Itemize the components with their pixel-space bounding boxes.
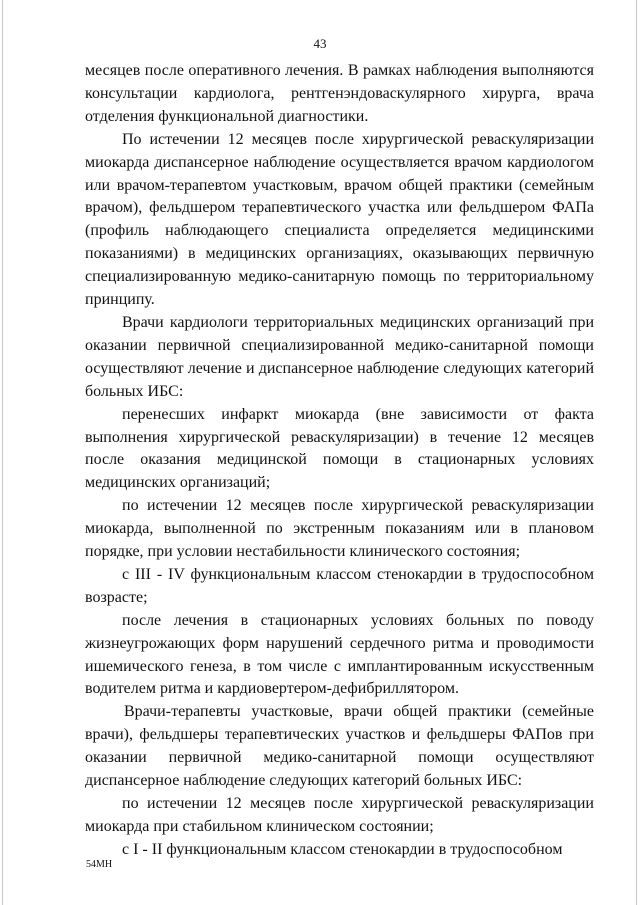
footer-code: 54МН xyxy=(86,859,113,870)
list-item-myocardial-infarction: перенесших инфаркт миокарда (вне зависимости от факта выполнения хирургической реваскуляризации) в течение 12 месяцев после оказания медицинской помощи в стационарных условиях медицинских организаций; xyxy=(85,405,594,492)
paragraph-therapists: Врачи-терапевты участковые, врачи общей практики (семейные врачи), фельдшеры терапевтических участков и фельдшеры ФАПов при оказании первичной медико-санитарной помощи осуществляют диспансерное наблюдение следующих категорий больных ИБС: xyxy=(85,703,594,790)
paragraph-continuation: месяцев после оперативного лечения. В рамках наблюдения выполняются консультации кардиолога, рентгенэндоваскулярного хирурга, врача отделения функциональной диагностики. xyxy=(85,62,594,125)
paragraph-cardiologists: Врачи кардиологи территориальных медицинских организаций при оказании первичной специализированной медико-санитарной помощи осуществляют лечение и диспансерное наблюдение следующих категорий больных ИБС: xyxy=(85,313,594,400)
list-item-arrhythmia: после лечения в стационарных условиях больных по поводу жизнеугрожающих форм нарушений сердечного ритма и проводимости ишемического генеза, в том числе с имплантированным искусственным водителем ритма и кардиовертером-дефибриллятором. xyxy=(85,611,594,698)
list-item-class-1-2-angina: с I - II функциональным классом стенокардии в трудоспособном xyxy=(122,840,563,858)
right-page-edge xyxy=(636,0,637,905)
list-item-stable-after-revascularization: по истечении 12 месяцев после хирургической реваскуляризации миокарда при стабильном клиническом состоянии; xyxy=(85,795,594,835)
page-number: 43 xyxy=(313,36,327,51)
list-item-unstable-after-revascularization: по истечении 12 месяцев после хирургической реваскуляризации миокарда, выполненной по экстренным показаниям или в плановом порядке, при условии нестабильности клинического состояния; xyxy=(85,497,594,561)
list-item-class-3-4-angina: с III - IV функциональным классом стенокардии в трудоспособном возрасте; xyxy=(85,565,594,606)
paragraph-after-12-months: По истечении 12 месяцев после хирургической реваскуляризации миокарда диспансерное наблюдение осуществляется врачом кардиологом или врачом-терапевтом участковым, врачом общей практики (семейным врачом), фельдшером терапевтического участка или фельдшером ФАПа (профиль наблюдающего специалиста определяется медицинскими показаниями) в медицинских организациях, оказывающих первичную специализированную медико-санитарную помощь по территориальному принципу. xyxy=(85,130,594,309)
body-text xyxy=(85,60,594,862)
left-page-edge xyxy=(2,0,3,905)
